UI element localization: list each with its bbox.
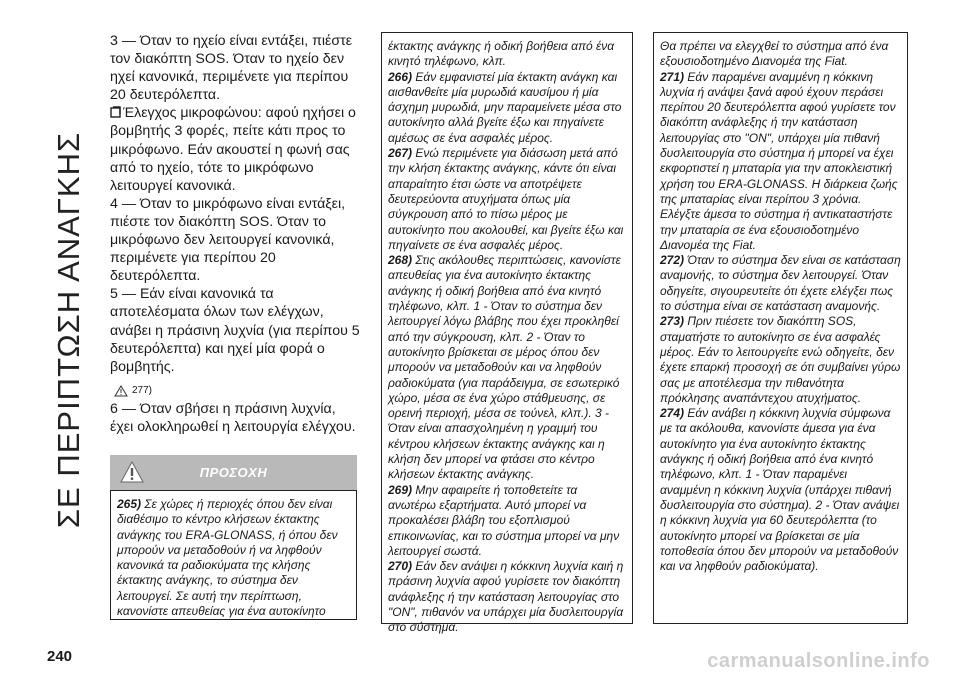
warning-item-number: 273) <box>660 314 685 329</box>
microphone-check-paragraph <box>110 104 360 194</box>
section-side-title-text: ΣΕ ΠΕΡΙΠΤΩΣΗ ΑΝΑΓΚΗΣ <box>51 131 86 529</box>
warning-item <box>388 483 626 559</box>
warning-item-text: έκτακτης ανάγκης ή οδική βοήθεια από ένα κινητό τηλέφωνο, κλπ. <box>388 39 615 69</box>
step-4-paragraph: 4 — Όταν το μικρόφωνο είναι εντάξει, πιέστε τον διακόπτη SOS. Όταν το μικρόφωνο δεν λειτουργεί κανονικά, περιμένετε για περίπου 20 δευτερόλεπτα. <box>110 195 346 285</box>
warning-item <box>117 497 350 619</box>
microphone-check-text: Έλεγχος μικροφώνου: αφού ηχήσει ο βομβητής 3 φορές, πείτε κάτι προς το μικρόφωνο. Εάν ακουστεί η φωνή σας από το ηχείο, τότε το μικρόφωνο λειτουργεί κανονικά. <box>110 105 356 194</box>
warning-item-text: Σε χώρες ή περιοχές όπου δεν είναι διαθέσιμο το κέντρο κλήσεων έκτακτης ανάγκης του ERA-GLONASS, ή όπου δεν μπορούν να μεταδοθούν ή να ληφθούν κανονικά τα ραδιοκύματα της κλήσης έκτακτης ανάγκης, το σύστημα δεν λειτουργεί. Σε αυτή την περίπτωση, κανονίστε απευθείας για ένα αυτοκίνητο <box>117 497 338 619</box>
tip-icon <box>110 106 121 118</box>
step-5-paragraph: 5 — Εάν είναι κανονικά τα αποτελέσματα όλων των ελέγχων, ανάβει η πράσινη λυχνία (για περίπου 5 δευτερόλεπτα) και ηχεί μία φορά ο βομβητής. <box>110 286 360 375</box>
warning-item-text: Πριν πιέσετε τον διακόπτη SOS, σταματήστε το αυτοκίνητο σε ένα ασφαλές μέρος. Εάν το λειτουργείτε ενώ οδηγείτε, δεν έχετε επαρκή προσοχή σε ότι συμβαίνει γύρω σας με αποτέλεσμα την πιθανότητα πρόκλησης αναπάντεχου ατυχήματος. <box>660 314 901 405</box>
warning-item-text: Μην αφαιρείτε ή τοποθετείτε τα ανωτέρω εξαρτήματα. Αυτό μπορεί να προκαλέσει βλάβη του εξοπλισμού επικοινωνίας, και το σύστημα μπορεί να μην λειτουργεί σωστά. <box>388 482 620 558</box>
warning-item-number: 266) <box>388 69 413 84</box>
section-side-title <box>50 20 88 640</box>
warning-item <box>660 70 901 254</box>
warning-item <box>660 39 901 70</box>
watermark: carmanualsonline.info <box>707 650 930 672</box>
warning-reference <box>114 382 360 400</box>
warning-item-text: Θα πρέπει να ελεγχθεί το σύστημα από ένα εξουσιοδοτημένο Διανομέα της Fiat. <box>660 39 889 69</box>
warning-box-1 <box>110 490 357 620</box>
warning-box-3 <box>653 32 908 624</box>
step-3-paragraph: 3 — Όταν το ηχείο είναι εντάξει, πιέστε τον διακόπτη SOS. Όταν το ηχείο δεν ηχεί κανονικά, περιμένετε για περίπου 20 δευτερόλεπτα. <box>110 33 353 104</box>
warning-item-number: 274) <box>660 406 685 421</box>
warning-item-text: Όταν το σύστημα δεν είναι σε κατάσταση αναμονής, το σύστημα δεν λειτουργεί. Όταν οδηγείτε, σιγουρευτείτε ότι έχετε ελέγξει πως το σύστημα είναι σε κατάσταση αναμονής. <box>660 253 901 314</box>
warning-item-number: 271) <box>660 69 685 84</box>
warning-item <box>388 253 626 482</box>
warning-item-number: 267) <box>388 146 413 161</box>
warning-item <box>388 559 626 635</box>
warning-item-number: 265) <box>117 497 142 511</box>
warning-item-text: Εάν εμφανιστεί μία έκτακτη ανάγκη και αισθανθείτε μία μυρωδιά καυσίμου ή μία άσχημη μυρωδιά, μην παραμείνετε μέσα στο αυτοκίνητο αλλά βγείτε έξω και πηγαίνετε αμέσως σε ένα ασφαλές μέρος. <box>388 69 622 145</box>
warning-item-number: 272) <box>660 253 685 268</box>
page-number: 240 <box>47 648 73 665</box>
warning-heading-text: ΠΡΟΣΟΧΗ <box>199 465 268 480</box>
warning-item <box>388 39 626 70</box>
warning-item-text: Εάν δεν ανάψει η κόκκινη λυχνία καιή η πράσινη λυχνία αφού γυρίσετε τον διακόπτη ανάφλεξης ή την κατάσταση λειτουργίας στο "ON", πιθανόν να υπάρχει μία δυσλειτουργία στο σύστημα. <box>388 559 624 635</box>
warning-item-number: 269) <box>388 482 413 497</box>
warning-item <box>388 70 626 146</box>
warning-box-2 <box>381 32 633 635</box>
instructions-column <box>110 32 360 436</box>
warning-item-number: 268) <box>388 253 413 268</box>
step-6-paragraph: 6 — Όταν σβήσει η πράσινη λυχνία, έχει ολοκληρωθεί η λειτουργία ελέγχου. <box>110 400 356 435</box>
warning-reference-number: 277) <box>132 384 153 396</box>
warning-heading-bar <box>110 455 357 490</box>
warning-triangle-icon <box>120 461 144 483</box>
warning-item <box>388 146 626 253</box>
warning-item-text: Ενώ περιμένετε για διάσωση μετά από την κλήση έκτακτης ανάγκης, κάντε ότι είναι απαραίτητο έτσι ώστε να αποτρέψετε δευτερεύοντα ατυχήματα όπως μία σύγκρουση από το πίσω μέρος με αυτοκίνητο που ακολουθεί, και βγείτε έξω και πηγαίνετε σε ένα ασφαλές μέρος. <box>388 146 624 252</box>
warning-item-text: Εάν ανάβει η κόκκινη λυχνία σύμφωνα με τα ακόλουθα, κανονίστε άμεσα για ένα αυτοκίνητο για ένα αυτοκίνητο έκτακτης ανάγκης ή οδική βοήθεια από ένα κινητό τηλέφωνο, κλπ. 1 - Όταν παραμένει αναμμένη η κόκκινη λυχνία (υπάρχει πιθανή δυσλειτουργία στο σύστημα). 2 - Όταν ανάψει η κόκκινη λυχνία για 60 δευτερόλεπτα (το αυτοκίνητο μπορεί να βρίσκεται σε μία τοποθεσία όπου δεν μπορούν να μεταδοθούν και να ληφθούν ραδιοκύματα). <box>660 406 900 574</box>
warning-triangle-icon <box>114 385 128 397</box>
warning-item <box>660 314 901 406</box>
warning-item-text: Εάν παραμένει αναμμένη η κόκκινη λυχνία ή ανάψει ξανά αφού έχουν περάσει περίπου 20 δευτερόλεπτα αφού γυρίσετε τον διακόπτη ανάφλεξης ή την κατάσταση λειτουργίας στο "ON", υπάρχει μία πιθανή δυσλειτουργία στο σύστημα ή μπορεί να έχει εκφορτιστεί η μπαταρία για την αποκλειστική χρήση του ERA-GLONASS. Η διάρκεια ζωής της μπαταρίας είναι περίπου 3 χρόνια. Ελέγξτε άμεσα το σύστημα ή αντικαταστήστε την μπαταρία σε ένα εξουσιοδοτημένο Διανομέα της Fiat. <box>660 69 898 252</box>
warning-item-text: Στις ακόλουθες περιπτώσεις, κανονίστε απευθείας για ένα αυτοκίνητο έκτακτης ανάγκης ή οδική βοήθεια από ένα κινητό τηλέφωνο, κλπ. 1 - Όταν το σύστημα δεν λειτουργεί λόγω βλάβης που έχει προκληθεί από την σύγκρουση, κλπ. 2 - Όταν το αυτοκίνητο βρίσκεται σε μέρος όπου δεν μπορούν να μεταδοθούν και να ληφθούν ραδιοκύματα (για παράδειγμα, σε εσωτερικό χώρο, μέσα σε ένα χώρο στάθμευσης, σε ορεινή περιοχή, μέσα σε τούνελ, κλπ.). 3 - Όταν είναι απασχολημένη η γραμμή του κέντρου κλήσεων έκτακτης ανάγκης και η κλήση δεν μπορεί να φτάσει στο κέντρο κλήσεων έκτακτης ανάγκης. <box>388 253 621 482</box>
warning-item <box>660 253 901 314</box>
warning-item-number: 270) <box>388 559 413 574</box>
warning-item <box>660 406 901 574</box>
